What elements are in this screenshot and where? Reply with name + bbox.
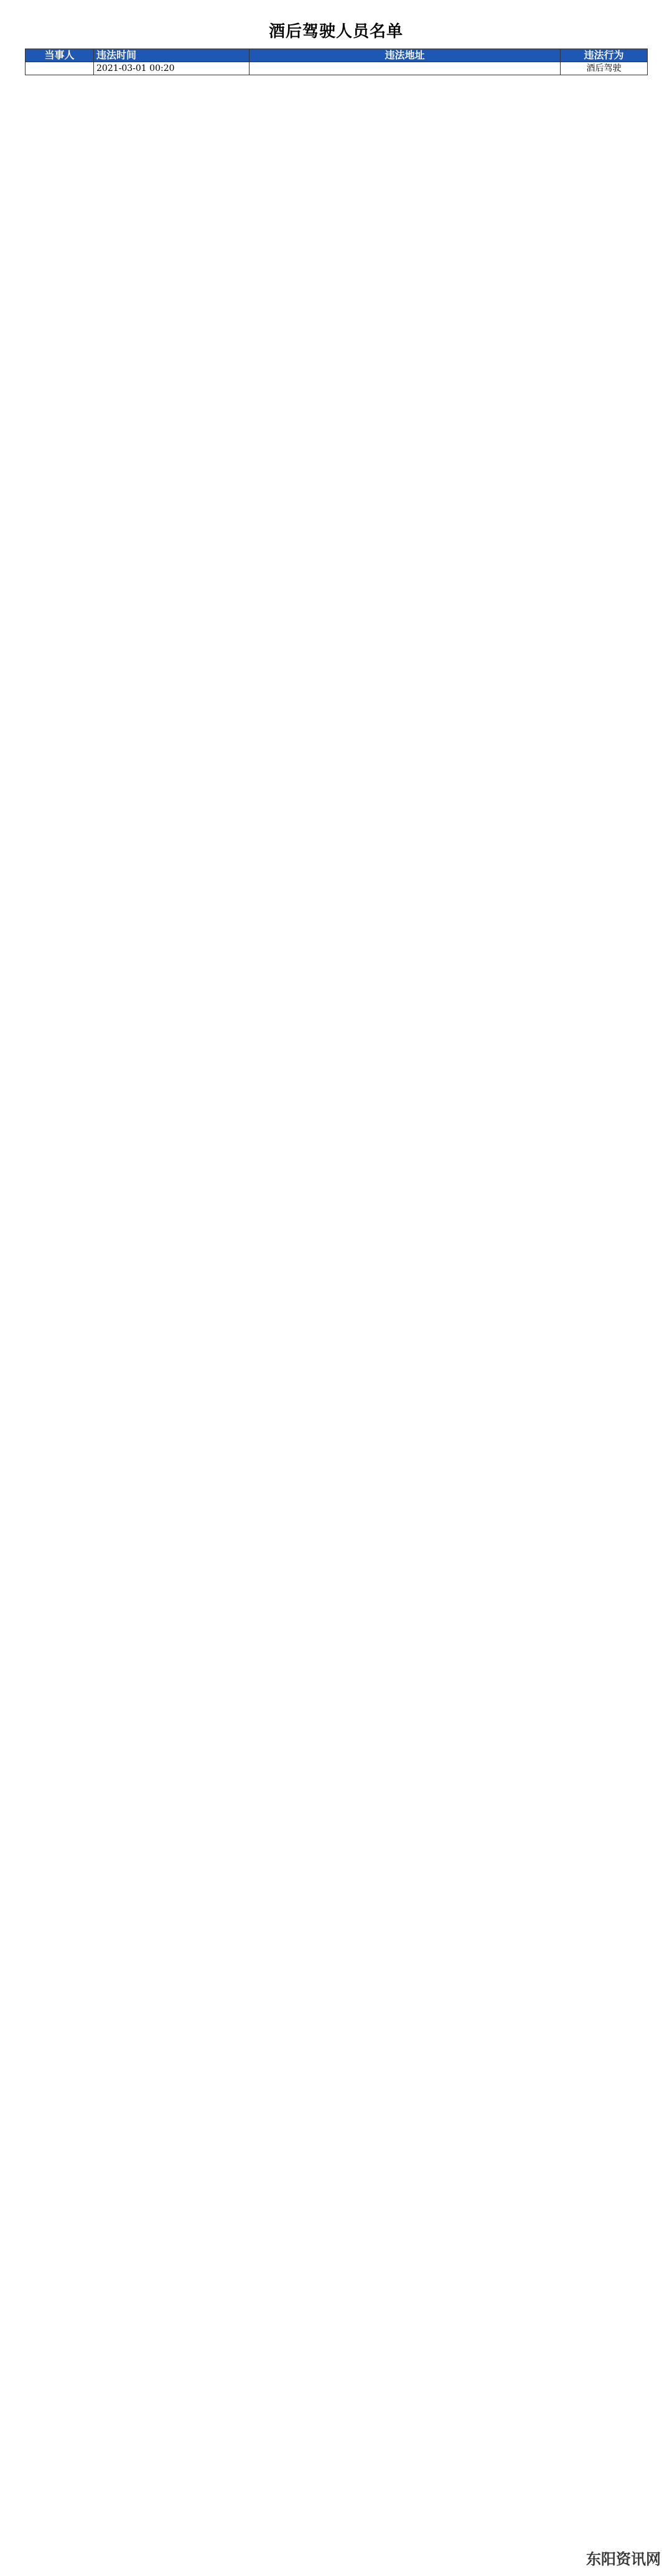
offender-table (25, 49, 648, 75)
site-watermark: 东阳资讯网 (586, 2550, 661, 2568)
cell-address (250, 62, 561, 75)
column-header-person: 当事人 (26, 49, 94, 62)
column-header-address: 违法地址 (250, 49, 561, 62)
cell-person (26, 62, 94, 75)
table-body (26, 62, 648, 75)
table-row (26, 62, 648, 75)
cell-time: 2021-03-01 00:20 (94, 62, 250, 75)
page-title: 酒后驾驶人员名单 (268, 22, 403, 41)
table-header-row (26, 49, 648, 62)
column-header-offence: 违法行为 (561, 49, 648, 62)
column-header-time: 违法时间 (94, 49, 250, 62)
cell-offence: 酒后驾驶 (561, 62, 648, 75)
